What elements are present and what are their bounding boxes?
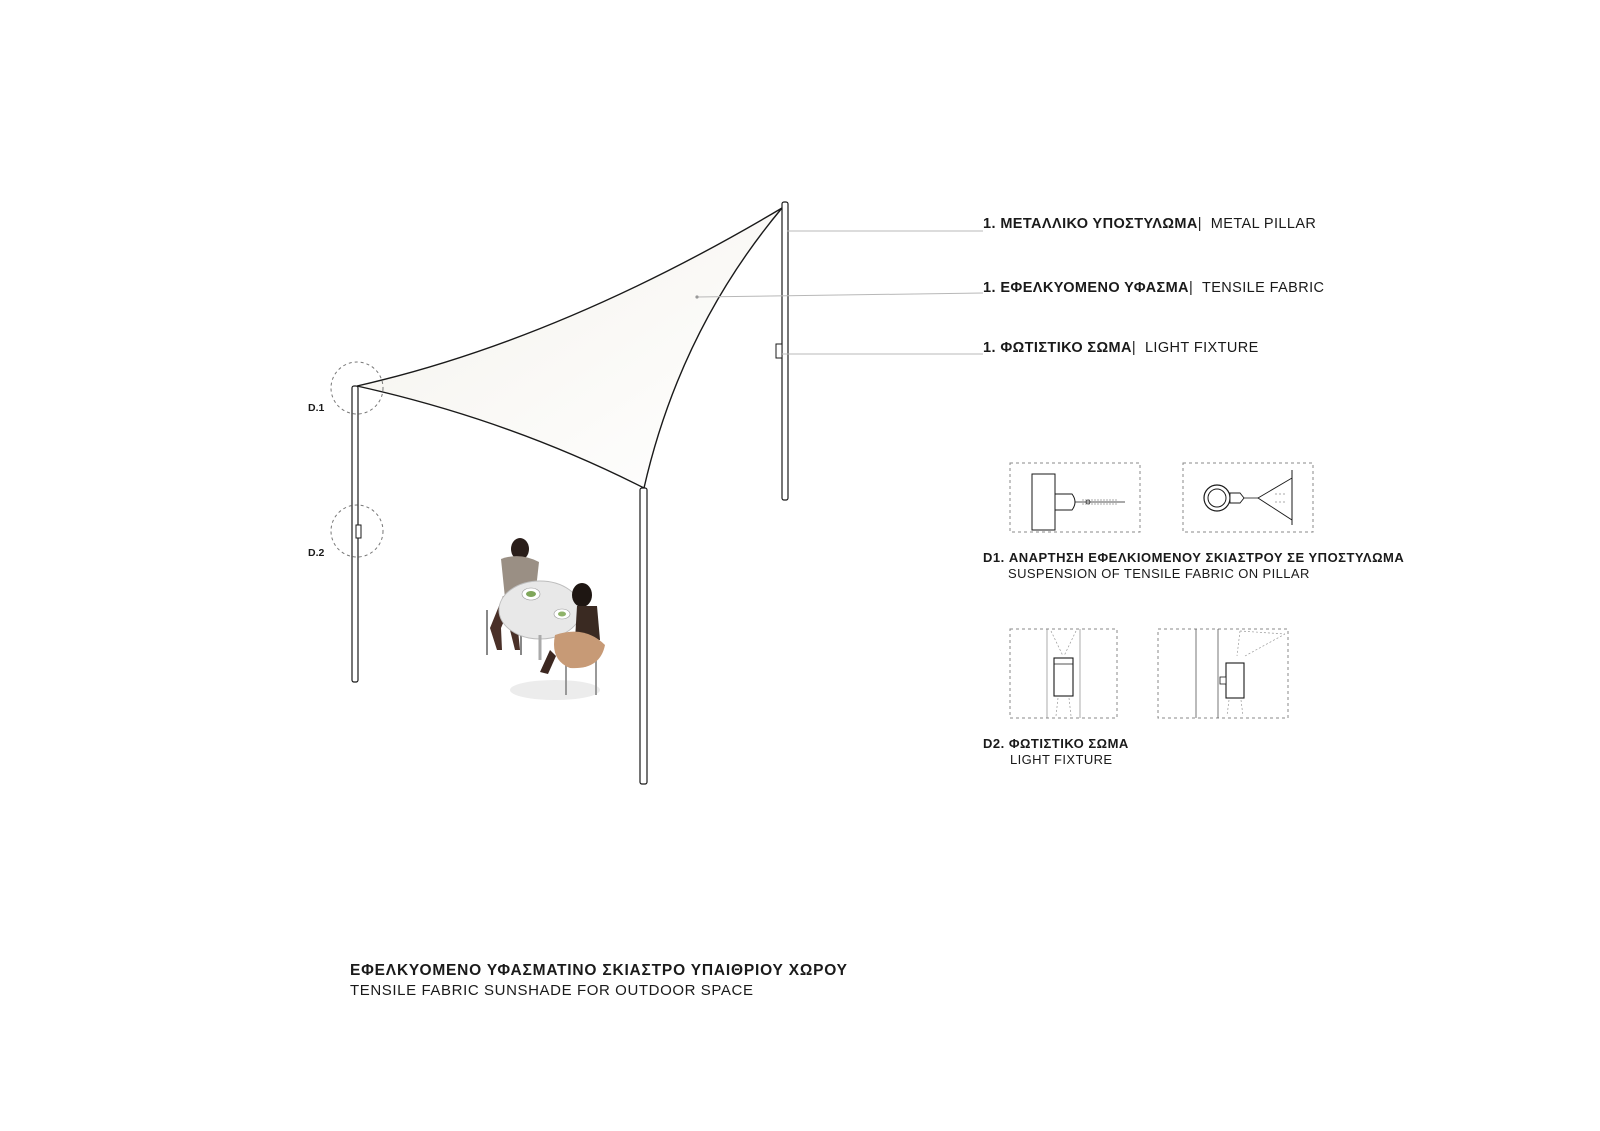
pillar-back — [782, 202, 788, 500]
detail-d2-front-box — [1010, 629, 1117, 718]
callout-light-fixture-greek: 1. ΦΩΤΙΣΤΙΚΟ ΣΩΜΑ — [983, 340, 1132, 356]
pillar-front — [640, 488, 647, 784]
tensile-fabric — [357, 208, 782, 488]
callout-metal-pillar — [983, 216, 1316, 232]
detail-d2-side-box — [1158, 629, 1288, 718]
drawing-subtitle: TENSILE FABRIC SUNSHADE FOR OUTDOOR SPACE — [350, 982, 754, 999]
drawing-title: ΕΦΕΛΚΥΟΜΕΝΟ ΥΦΑΣΜΑΤΙΝΟ ΣΚΙΑΣΤΡΟ ΥΠΑΙΘΡΙΟΥ ΧΩΡΟΥ — [350, 962, 848, 979]
callout-tensile-fabric-greek: 1. ΕΦΕΛΚΥΟΜΕΝΟ ΥΦΑΣΜΑ — [983, 280, 1189, 296]
detail-d2-title: D2. ΦΩΤΙΣΤΙΚΟ ΣΩΜΑ — [983, 736, 1129, 751]
detail-d2-subtitle: LIGHT FIXTURE — [1010, 752, 1113, 767]
light-fixture-left — [356, 525, 361, 538]
callout-light-fixture — [983, 340, 1259, 356]
detail-d1-fabric-box — [1183, 463, 1313, 532]
callout-separator: | — [1131, 340, 1137, 356]
people-at-table-illustration — [487, 538, 605, 700]
callout-metal-pillar-greek: 1. ΜΕΤΑΛΛΙΚΟ ΥΠΟΣΤΥΛΩΜΑ — [983, 216, 1198, 232]
light-fixture-back — [776, 344, 782, 358]
leader-tensile-fabric — [697, 293, 983, 297]
detail-marker-d2: D.2 — [308, 547, 325, 559]
callout-light-fixture-english: LIGHT FIXTURE — [1144, 340, 1259, 356]
callout-tensile-fabric — [983, 280, 1324, 296]
detail-d1-pillar-box — [1010, 463, 1140, 532]
detail-d1-title: D1. ΑΝΑΡΤΗΣΗ ΕΦΕΛΚΙΟΜΕΝΟΥ ΣΚΙΑΣΤΡΟΥ ΣΕ ΥΠΟΣΤΥΛΩΜΑ — [983, 550, 1405, 565]
detail-marker-d1: D.1 — [308, 402, 325, 414]
callout-separator: | — [1197, 216, 1202, 232]
callout-separator: | — [1188, 280, 1194, 296]
detail-d1-subtitle: SUSPENSION OF TENSILE FABRIC ON PILLAR — [1008, 566, 1310, 581]
leader-dot — [695, 295, 698, 298]
callout-metal-pillar-english: METAL PILLAR — [1210, 216, 1317, 232]
callout-tensile-fabric-english: TENSILE FABRIC — [1201, 280, 1325, 296]
